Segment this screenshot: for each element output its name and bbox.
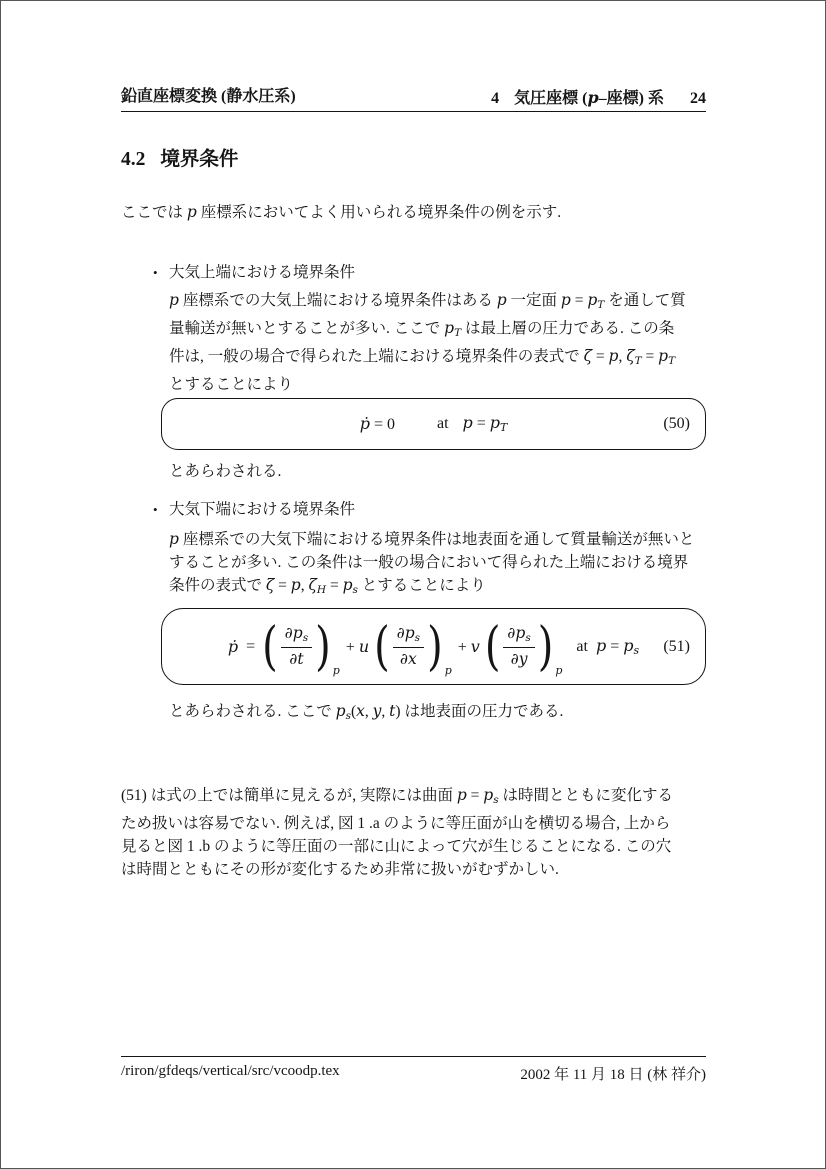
equation-51 [227,616,640,677]
term-coefficient: + v [457,636,480,656]
fraction-denominator: ∂t [289,650,304,669]
equation-50-number: (50) [663,415,690,432]
section-heading [121,143,238,171]
term-coefficient: + u [345,636,370,656]
equation-50-box [161,398,706,450]
equation-51-box [161,608,706,685]
footer-rule [121,1056,706,1057]
paragraph-line: ため扱いは容易でない. 例えば, 図 1 .a のように等圧面が山を横切る場合, 上から [121,814,671,832]
outer-subscript: p [332,663,340,677]
bullet-icon: • [153,502,158,517]
paragraph-line: p 座標系での大気上端における境界条件はある p 一定面 p = pT を通して質 [169,291,686,311]
fraction-dps-dt [281,624,312,669]
section-heading-title: 境界条件 [160,149,239,170]
fraction-numerator: ∂ps [281,624,312,648]
paragraph-line: (51) は式の上では簡単に見えるが, 実際には曲面 p = ps は時間とともに変化する [121,786,673,806]
equation-50 [360,413,508,434]
fraction-numerator: ∂ps [393,624,424,648]
equation-51-condition: p = ps [595,635,640,658]
fraction-dps-dy [503,624,534,669]
paragraph-line: 件は, 一般の場合で得られた上端における境界条件の表式で ζ = p, ζT = pT [169,346,676,367]
fraction-dps-dx [393,624,424,669]
after-eq51-text: とあらわされる. ここで ps(x, y, t) は地表面の圧力である. [169,702,564,722]
footer-date-author: 2002 年 11 月 18 日 (林 祥介) [520,1067,706,1083]
list-item-lower-boundary [153,498,355,521]
equation-51-at: at [576,637,588,655]
equation-50-condition: p = pT [462,413,508,435]
footer [121,1063,706,1084]
equation-51-lhs: ṗ [227,637,239,656]
fraction-denominator: ∂x [400,650,417,669]
intro-paragraph: ここでは p 座標系においてよく用いられる境界条件の例を示す. [121,203,562,221]
right-paren-icon: ) [427,616,443,677]
equation-51-term-dt [261,616,340,677]
left-paren-icon: ( [484,616,501,677]
after-eq50-text: とあらわされる. [169,463,282,480]
paragraph-line: 見ると図 1 .b のように等圧面の一部に山によって穴が生じることになる. この穴 [121,837,672,855]
left-paren-icon: ( [262,616,278,677]
equation-51-term-dx [345,616,452,677]
outer-subscript: p [444,663,452,677]
page-number: 24 [690,90,706,107]
lower-boundary-paragraph [169,528,694,602]
right-paren-icon: ) [537,616,554,677]
bullet-icon: • [153,265,158,280]
fraction-numerator: ∂ps [503,624,534,648]
outer-subscript: p [555,663,563,677]
equation-50-at: at [436,415,449,432]
paragraph-line: 条件の表式で ζ = p, ζH = ps とすることにより [169,576,486,596]
list-item-upper-boundary [153,261,355,284]
right-paren-icon: ) [315,616,331,677]
fraction-denominator: ∂y [510,650,528,669]
paragraph-line: とすることにより [169,375,294,393]
upper-boundary-paragraph [169,289,686,396]
paragraph-line: することが多い. この条件は一般の場合において得られた上端における境界 [169,554,689,571]
equation-50-lhs: ṗ = 0 [359,414,395,433]
list-item-label: 大気下端における境界条件 [169,501,356,518]
paragraph-line: 量輸送が無いとすることが多い. ここで pT は最上層の圧力である. この条 [169,318,675,339]
left-paren-icon: ( [374,616,390,677]
equation-51-number: (51) [663,637,690,655]
header-section-number: 4 [491,90,500,107]
equals-sign: = [246,637,256,655]
paragraph-line: p 座標系での大気下端における境界条件は地表面を通して質量輸送が無いと [169,530,695,548]
equation-51-term-dy [457,616,563,677]
closing-paragraph [121,784,673,881]
header-rule [121,111,706,112]
list-item-label: 大気上端における境界条件 [169,264,356,281]
header-left-title: 鉛直座標変換 (静水圧系) [121,88,296,105]
header-section-title: 気圧座標 (p–座標) 系 [514,88,664,107]
footer-file-path: /riron/gfdeqs/vertical/src/vcoodp.tex [121,1063,340,1079]
header-right [121,85,706,108]
paragraph-line: は時間とともにその形が変化するため非常に扱いがむずかしい. [121,860,559,878]
section-heading-number: 4.2 [121,149,146,170]
